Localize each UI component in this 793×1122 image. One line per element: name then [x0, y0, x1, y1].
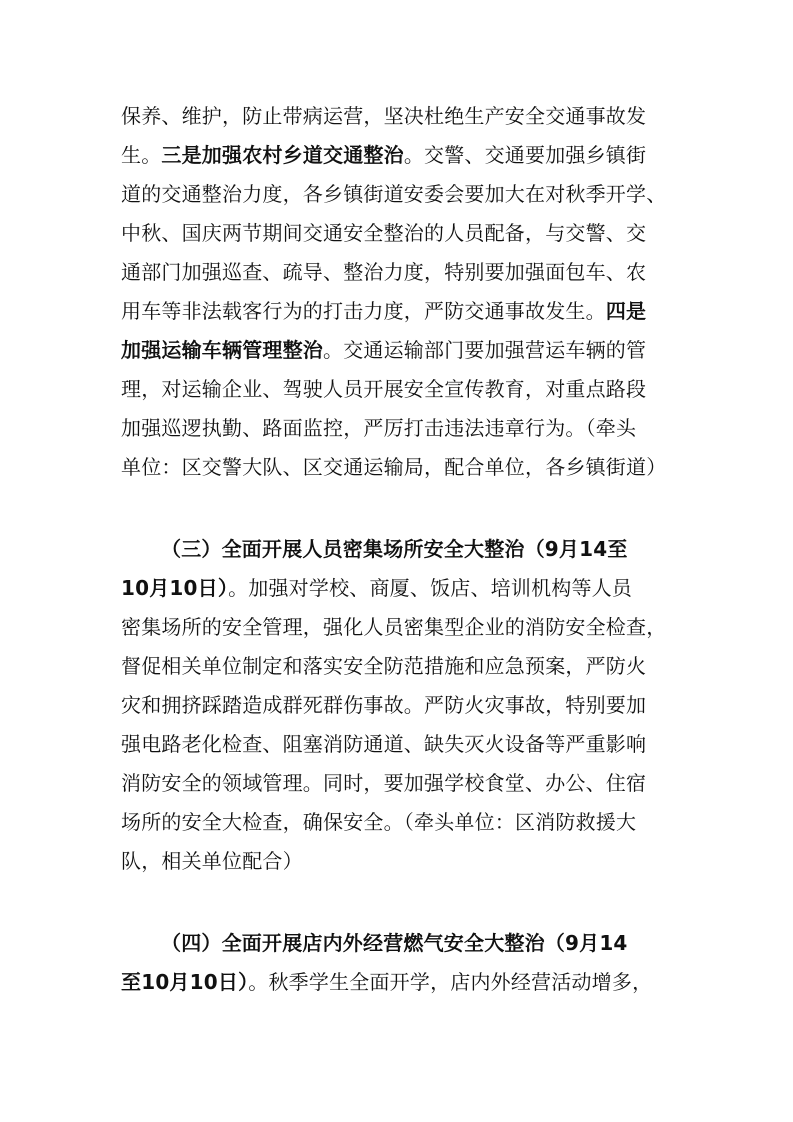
text-line: 中秋、国庆两节期间交通安全整治的人员配备，与交警、交 — [121, 221, 647, 245]
text-line: 理，对运输企业、驾驶人员开展安全宣传教育，对重点路段 — [121, 377, 647, 401]
text-run: 用车等非法载客行为的打击力度，严防交通事故发生。 — [121, 299, 606, 323]
text-line: 强电路老化检查、阻塞消防通道、缺失灭火设备等严重影响 — [121, 732, 647, 756]
text-line — [121, 569, 681, 608]
bold-heading-rural-roads: 三是加强农村乡道交通整治 — [161, 143, 404, 167]
text-line: 消防安全的领域管理。同时，要加强学校食堂、办公、住宿 — [121, 771, 647, 795]
paragraph-gas-safety — [121, 924, 681, 1002]
section-heading-dates: 至10月10日） — [121, 970, 249, 994]
text-line: 密集场所的安全管理，强化人员密集型企业的消防安全检查， — [121, 615, 667, 639]
text-line — [121, 963, 681, 1002]
bold-heading-fourth: 四是 — [605, 299, 647, 323]
text-run: 。交通运输部门要加强营运车辆的管 — [323, 338, 647, 362]
text-line: 场所的安全大检查，确保安全。（牵头单位：区消防救援大 — [121, 810, 637, 834]
text-run: 。加强对学校、商厦、饭店、培训机构等人员 — [228, 576, 633, 600]
section-heading-four: （四）全面开展店内外经营燃气安全大整治（9月14 — [161, 931, 628, 955]
text-run: 生。 — [121, 143, 162, 167]
paragraph-crowded-places — [121, 530, 681, 881]
text-line — [121, 136, 681, 175]
bold-heading-transport-vehicles: 加强运输车辆管理整治 — [121, 338, 323, 362]
text-line: 通部门加强巡查、疏导、整治力度，特别要加强面包车、农 — [121, 260, 647, 284]
text-line: 队，相关单位配合） — [121, 849, 303, 873]
section-heading-three: （三）全面开展人员密集场所安全大整治（9月14至 — [161, 537, 628, 561]
text-line: 道的交通整治力度，各乡镇街道安委会要加大在对秋季开学、 — [121, 182, 667, 206]
text-run: 。秋季学生全面开学，店内外经营活动增多， — [248, 970, 653, 994]
text-line — [121, 331, 681, 370]
text-line: 保养、维护，防止带病运营，坚决杜绝生产安全交通事故发 — [121, 104, 647, 128]
text-line — [121, 292, 681, 331]
paragraph-road-traffic — [121, 97, 681, 487]
text-line: 灾和拥挤踩踏造成群死群伤事故。严防火灾事故，特别要加 — [121, 693, 647, 717]
text-run: 。交警、交通要加强乡镇街 — [403, 143, 647, 167]
text-line: 加强巡逻执勤、路面监控，严厉打击违法违章行为。（牵头 — [121, 416, 637, 440]
text-line: 单位：区交警大队、区交通运输局，配合单位，各乡镇街道） — [121, 455, 667, 479]
section-heading-dates: 10月10日） — [121, 576, 229, 600]
text-line: 督促相关单位制定和落实安全防范措施和应急预案，严防火 — [121, 654, 647, 678]
